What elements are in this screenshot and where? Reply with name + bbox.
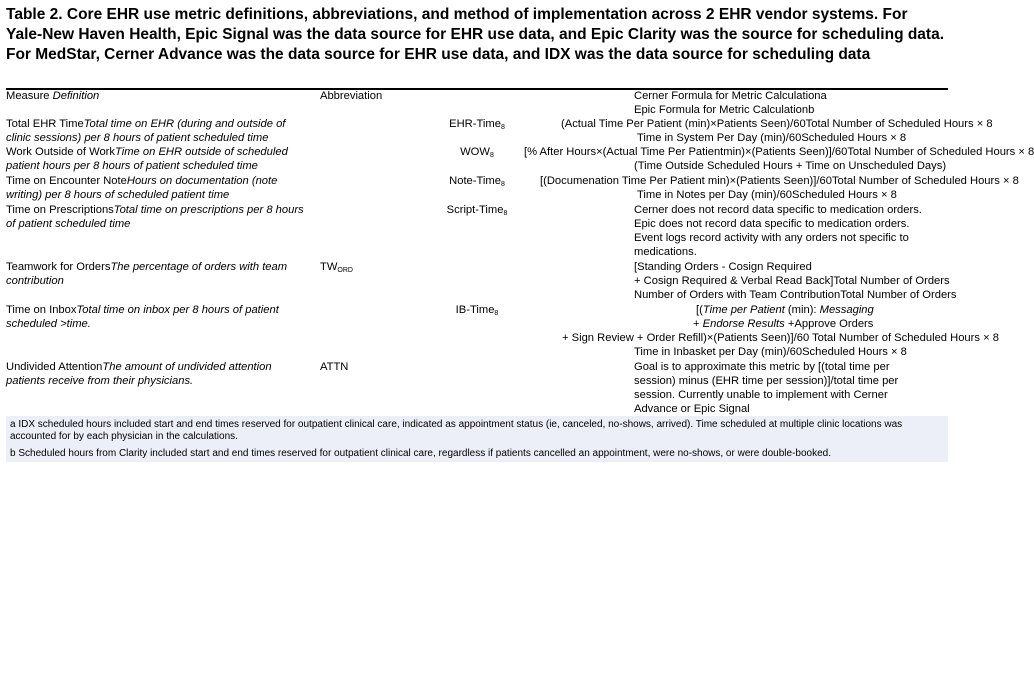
row-attention-formula-2: session) minus (EHR time per session)]/total time per — [634, 375, 899, 387]
row-script-time-abbr: Script-Time$_8$ — [446, 204, 508, 217]
row-ehr-time-abbr: EHR-Time$_8$ — [449, 118, 505, 131]
table-caption: Table 2. Core EHR use metric definitions, abbreviations, and method of implementation across 2 EHR vendor systems. For Yale-New Haven Health, Epic Signal was the data source for EHR use data, and Epic Clarity was the source for scheduling data. For MedStar, Cerner Advance was the data source for EHR use data, and IDX was the data source for scheduling data — [6, 6, 945, 63]
row-script-time-epic-2: Event logs record activity with any orders not specific to — [634, 232, 909, 244]
row-inbox-measure: Time on InboxTotal time on inbox per 8 hours of patient scheduled >time. — [6, 304, 279, 330]
row-inbox-formula-4: Time in Inbasket per Day (min)/60Scheduled Hours × 8 — [634, 346, 907, 358]
row-inbox-formula-1: [(Time per Patient (min): Messaging — [696, 304, 874, 316]
row-attention-formula-1: Goal is to approximate this metric by [(total time per — [634, 361, 890, 373]
header-abbreviation: Abbreviation — [320, 90, 383, 102]
header-epic-formula: Epic Formula for Metric Calculationb — [634, 104, 815, 116]
row-note-time-abbr: Note-Time$_8$ — [449, 175, 505, 188]
row-inbox-abbr: IB-Time$_8$ — [455, 304, 499, 317]
row-teamwork-abbr: $TW_{ORD}$ — [320, 261, 353, 274]
header-measure: Measure Definition — [6, 90, 100, 102]
row-wow-measure: Work Outside of WorkTime on EHR outside of scheduled patient hours per 8 hours of patient scheduled time — [6, 146, 288, 172]
row-teamwork-measure: Teamwork for OrdersThe percentage of orders with team contribution — [6, 261, 288, 287]
row-attention-abbr: ATTN — [320, 361, 349, 373]
row-wow-epic: (Time Outside Scheduled Hours + Time on Unscheduled Days) — [634, 160, 947, 172]
row-ehr-time-epic: Time in System Per Day (min)/60Scheduled Hours × 8 — [637, 132, 907, 144]
row-wow-cerner: [% After Hours×(Actual Time Per Patientmin)×(Patients Seen)]/60Total Number of Scheduled Hours × 8 — [524, 146, 1034, 158]
footnotes — [6, 416, 948, 462]
row-script-time-cerner: Cerner does not record data specific to medication orders. — [634, 204, 922, 216]
row-attention-formula-4: Advance or Epic Signal — [634, 403, 750, 415]
row-script-time-measure: Time on PrescriptionsTotal time on prescriptions per 8 hours of patient scheduled time — [6, 204, 304, 230]
row-inbox-formula-2: + Endorse Results +Approve Orders — [693, 318, 874, 330]
row-teamwork-formula-1: [Standing Orders - Cosign Required — [634, 261, 812, 273]
row-note-time-measure: Time on Encounter NoteHours on documentation (note writing) per 8 hours of scheduled patient time — [6, 175, 278, 201]
footnote-b: b Scheduled hours from Clarity included start and end times reserved for outpatient clinical care, regardless if patients cancelled an appointment, were no-shows, or were double-booked. — [10, 448, 832, 459]
row-attention-formula-3: session. Currently unable to implement with Cerner — [634, 389, 888, 401]
row-script-time-epic-1: Epic does not record data specific to medication orders. — [634, 218, 910, 230]
row-note-time-epic: Time in Notes per Day (min)/60Scheduled Hours × 8 — [637, 189, 897, 201]
row-teamwork-formula-2: + Cosign Required & Verbal Read Back]Total Number of Orders — [634, 275, 950, 287]
footnote-a: a IDX scheduled hours included start and end times reserved for outpatient clinical care, indicated as appointment status (ie, canceled, no-shows, arrived). Time scheduled at multiple clinic locations was accounted for by each physician in the calculations. — [10, 419, 903, 442]
row-note-time-cerner: [(Documenation Time Per Patient min)×(Patients Seen)]/60Total Number of Scheduled Hours × 8 — [540, 175, 1019, 187]
row-wow-abbr: $WOW_8$ — [460, 146, 494, 159]
row-ehr-time-measure: Total EHR TimeTotal time on EHR (during and outside of clinic sessions) per 8 hours of patient scheduled time — [6, 118, 286, 144]
header-cerner-formula: Cerner Formula for Metric Calculationa — [634, 90, 827, 102]
row-teamwork-formula-3: Number of Orders with Team ContributionTotal Number of Orders — [634, 289, 957, 301]
row-inbox-formula-3: + Sign Review + Order Refill)×(Patients Seen)]/60 Total Number of Scheduled Hours × 8 — [562, 332, 999, 344]
row-attention-measure: Undivided AttentionThe amount of undivided attention patients receive from their physicians. — [6, 361, 272, 387]
row-ehr-time-cerner: (Actual Time Per Patient (min)×Patients Seen)/60Total Number of Scheduled Hours × 8 — [561, 118, 993, 130]
row-script-time-epic-3: medications. — [634, 246, 697, 258]
